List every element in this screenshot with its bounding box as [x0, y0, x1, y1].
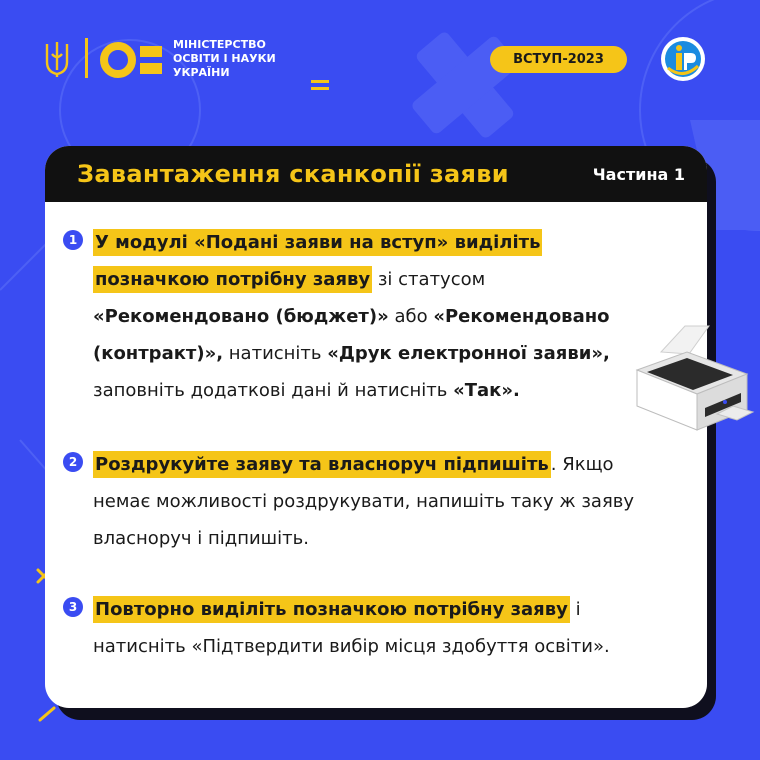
step-text-bold: «Рекомендовано (контракт)», [93, 306, 610, 364]
step-text-bold: «Друк електронної заяви», [327, 343, 610, 364]
step-number: 2 [63, 452, 83, 472]
step-text [93, 446, 658, 557]
ministry-logo [100, 40, 168, 80]
header-divider [85, 38, 88, 78]
step-highlight: Повторно виділіть позначкою потрібну заяву [93, 596, 570, 623]
step-number: 1 [63, 230, 83, 250]
step-3 [68, 591, 658, 665]
step-1 [68, 224, 658, 409]
step-text-part: заповніть додаткові дані й натисніть [93, 380, 454, 401]
instruction-card [45, 146, 707, 708]
step-text-part: . Якщо немає можливості роздрукувати, напишіть таку ж заяву власноруч і підпишіть. [93, 454, 635, 549]
info-logo [660, 36, 706, 82]
step-text-bold: «Так». [453, 380, 520, 401]
step-highlight: Роздрукуйте заяву та власноруч підпишіть [93, 451, 551, 478]
dash-decoration [40, 708, 54, 720]
printer-icon [625, 322, 755, 437]
step-text-part: зі статусом [372, 269, 486, 290]
step-text-part: або [388, 306, 434, 327]
card-header [45, 146, 707, 202]
step-text [93, 224, 658, 409]
step-highlight: У модулі «Подані заяви на вступ» виділіть позначкою потрібну заяву [93, 229, 542, 293]
vstup-badge: ВСТУП-2023 [490, 46, 627, 73]
step-text [93, 591, 658, 665]
step-number: 3 [63, 597, 83, 617]
card-part-label: Частина 1 [592, 165, 685, 184]
equals-icon [311, 80, 329, 92]
step-text-part: і натисніть «Підтвердити вибір місця здобуття освіти». [93, 599, 610, 657]
step-text-part: натисніть [223, 343, 328, 364]
step-2 [68, 446, 658, 557]
step-text-bold: «Рекомендовано (бюджет)» [93, 306, 389, 327]
ministry-name: МІНІСТЕРСТВО ОСВІТИ І НАУКИ УКРАЇНИ [173, 38, 276, 79]
card-title: Завантаження сканкопії заяви [77, 160, 509, 188]
trident-icon [44, 40, 70, 78]
